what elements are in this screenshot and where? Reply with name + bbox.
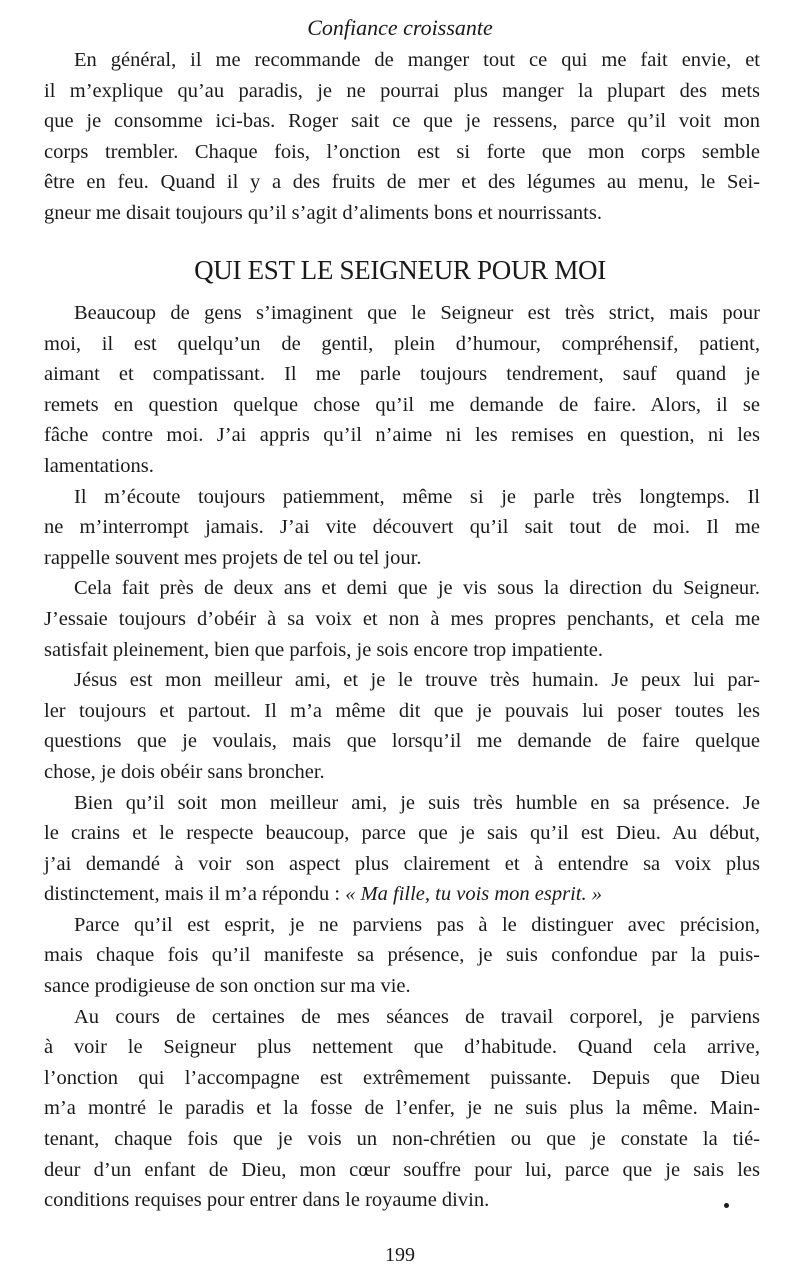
intro-paragraph (44, 45, 760, 229)
text-line: m’a montré le paradis et la fosse de l’enfer, je ne suis plus la même. Main- (44, 1097, 760, 1120)
text-line: l’onction qui l’accompagne est extrêmement puissante. Depuis que Dieu (44, 1066, 760, 1089)
ornament-dot-icon (724, 1203, 729, 1208)
text-line: remets en question quelque chose qu’il me demande de faire. Alors, il se (44, 393, 760, 416)
text-line: fâche contre moi. J’ai appris qu’il n’aime ni les remises en question, ni les (44, 424, 760, 447)
text-line: ler toujours et partout. Il m’a même dit que je pouvais lui poser toutes les (44, 699, 760, 722)
text-line: lamentations. (44, 454, 154, 477)
quote-line (44, 879, 760, 910)
text-line: Il m’écoute toujours patiemment, même si je parle très longtemps. Il (74, 485, 760, 508)
text-line: Jésus est mon meilleur ami, et je le trouve très humain. Je peux lui par- (74, 669, 760, 692)
text-line: Cela fait près de deux ans et demi que je vis sous la direction du Seigneur. (74, 577, 760, 600)
text-line: il m’explique qu’au paradis, je ne pourrai plus manger la plupart des mets (44, 79, 760, 102)
body-text (44, 298, 760, 1216)
text-line: questions que je voulais, mais que lorsqu’il me demande de faire quelque (44, 730, 760, 753)
text-line: aimant et compatissant. Il me parle toujours tendrement, sauf quand je (44, 363, 760, 386)
running-head: Confiance croissante (307, 15, 493, 40)
text-line: En général, il me recommande de manger tout ce qui me fait envie, et (74, 49, 760, 71)
text-line: moi, il est quelqu’un de gentil, plein d’humour, compréhensif, patient, (44, 332, 760, 355)
text-line: gneur me disait toujours qu’il s’agit d’aliments bons et nourrissants. (44, 201, 602, 224)
text-line: à voir le Seigneur plus nettement que d’habitude. Quand cela arrive, (44, 1036, 760, 1059)
text-line: j’ai demandé à voir son aspect plus clairement et à entendre sa voix plus (44, 852, 760, 875)
divine-quote: « Ma fille, tu vois mon esprit. » (345, 883, 602, 906)
text-line: rappelle souvent mes projets de tel ou tel jour. (44, 546, 422, 569)
text-line: satisfait pleinement, bien que parfois, je sois encore trop impatiente. (44, 638, 604, 661)
text-line: le crains et le respecte beaucoup, parce que je sais qu’il est Dieu. Au début, (44, 822, 760, 845)
text-line: mais chaque fois qu’il manifeste sa présence, je suis confondue par la puis- (44, 944, 760, 967)
text-line: Au cours de certaines de mes séances de travail corporel, je parviens (74, 1005, 760, 1028)
text-line: Bien qu’il soit mon meilleur ami, je suis très humble en sa présence. Je (74, 791, 760, 814)
text-line: conditions requises pour entrer dans le royaume divin. (44, 1189, 490, 1212)
text-line: sance prodigieuse de son onction sur ma vie. (44, 975, 411, 998)
text-line: Beaucoup de gens s’imaginent que le Seigneur est très strict, mais pour (74, 302, 760, 324)
page-number: 199 (385, 1244, 415, 1266)
text-line: Parce qu’il est esprit, je ne parviens pas à le distinguer avec précision, (74, 913, 760, 936)
text-line: chose, je dois obéir sans broncher. (44, 760, 325, 783)
text-line: que je consomme ici-bas. Roger sait ce que je ressens, parce qu’il voit mon (44, 110, 760, 133)
text-line: ne m’interrompt jamais. J’ai vite découvert qu’il sait tout de moi. Il me (44, 516, 760, 539)
text-line: distinctement, mais il m’a répondu : (44, 883, 346, 906)
section-heading: QUI EST LE SEIGNEUR POUR MOI (194, 255, 606, 285)
text-line: deur d’un enfant de Dieu, mon cœur souffre pour lui, parce que je sais les (44, 1158, 760, 1181)
text-line: tenant, chaque fois que je vois un non-chrétien ou que je constate la tié- (44, 1128, 760, 1151)
text-line: corps trembler. Chaque fois, l’onction est si forte que mon corps semble (44, 140, 760, 163)
text-line: être en feu. Quand il y a des fruits de mer et des légumes au menu, le Sei- (44, 171, 760, 194)
text-line: J’essaie toujours d’obéir à sa voix et non à mes propres penchants, et cela me (44, 607, 760, 630)
